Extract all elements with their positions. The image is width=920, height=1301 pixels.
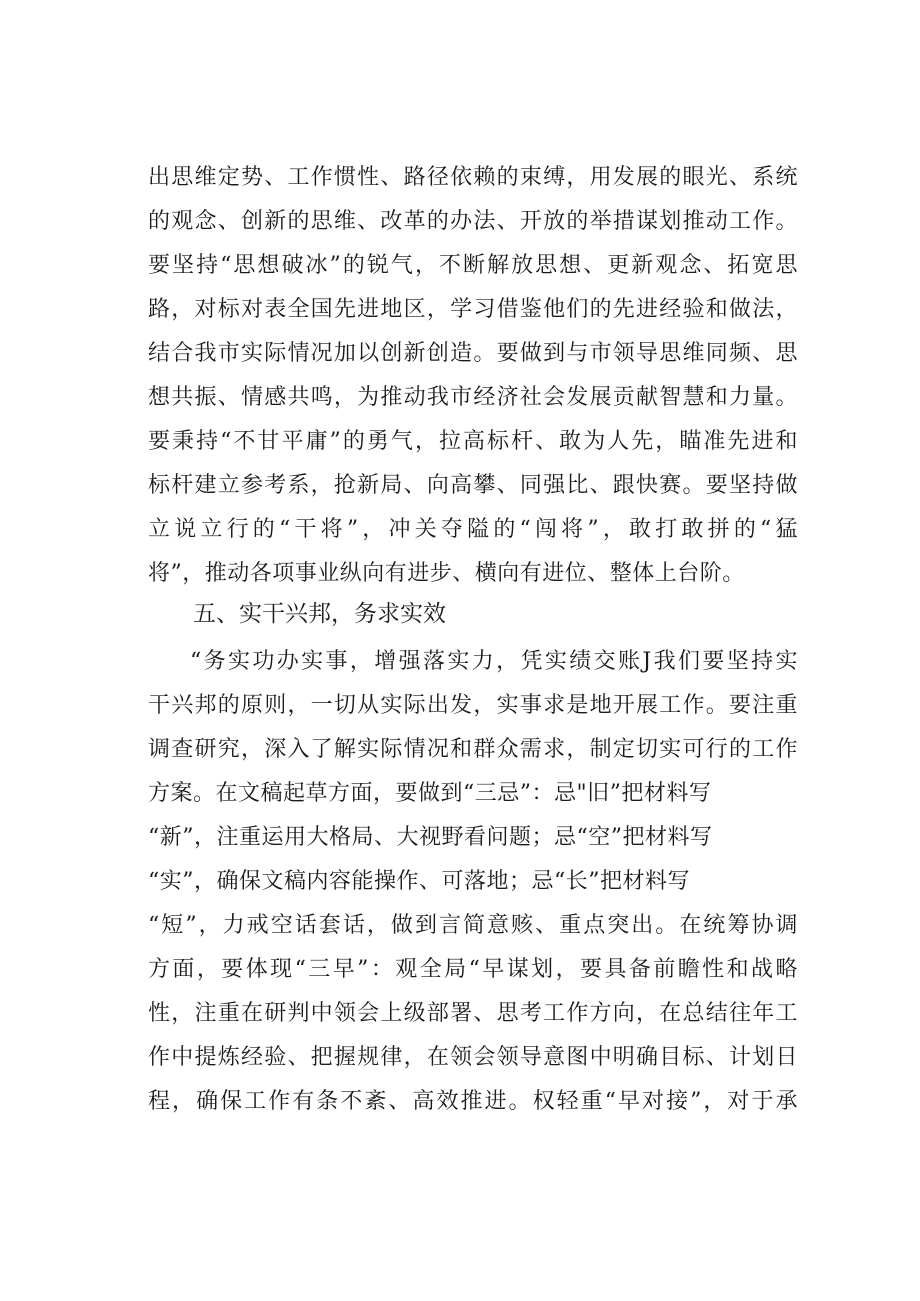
body-text-line: 方案。在文稿起草方面，要做到“三忌”：忌"旧”把材料写: [148, 781, 712, 806]
body-text-line: “新”，注重运用大格局、大视野看问题；忌“空”把材料写: [148, 825, 713, 850]
body-text-line: 出思维定势、工作惯性、路径依赖的束缚，用发展的眼光、系统: [148, 165, 798, 190]
body-text-line: 干兴邦的原则，一切从实际出发，实事求是地开展工作。要注重: [148, 693, 798, 718]
body-text-line: “短”，力戒空话套话，做到言简意赅、重点突出。在统筹协调: [148, 913, 798, 938]
body-text-line: 要秉持“不甘平庸”的勇气，拉高标杆、敢为人先，瞄准先进和: [148, 429, 798, 454]
body-text-line: 作中提炼经验、把握规律，在领会领导意图中明确目标、计划日: [148, 1045, 798, 1070]
body-text-line: 要坚持“思想破冰”的锐气，不断解放思想、更新观念、拓宽思: [148, 253, 798, 278]
body-text-line: 结合我市实际情况加以创新创造。要做到与市领导思维同频、思: [148, 341, 798, 366]
body-text-line: 方面，要体现“三早”：观全局“早谋划，要具备前瞻性和战略: [148, 957, 798, 982]
body-text-line: 标杆建立参考系，抢新局、向高攀、同强比、跟快赛。要坚持做: [148, 473, 798, 498]
body-text-line: 调查研究，深入了解实际情况和群众需求，制定切实可行的工作: [148, 737, 798, 762]
body-text-line: 路，对标对表全国先进地区，学习借鉴他们的先进经验和做法，: [148, 297, 798, 322]
body-text-line: 程，确保工作有条不紊、高效推进。权轻重“早对接”，对于承: [148, 1089, 798, 1114]
body-text-line: 的观念、创新的思维、改革的办法、开放的举措谋划推动工作。: [148, 209, 798, 234]
body-text-line: 立说立行的“干将”，冲关夺隘的“闯将”，敢打敢拼的“猛: [148, 517, 798, 542]
body-text-line: 性，注重在研判中领会上级部署、思考工作方向，在总结往年工: [148, 1001, 798, 1026]
body-text-line: 将”，推动各项事业纵向有进步、横向有进位、整体上台阶。: [148, 561, 745, 586]
section-heading: 五、实干兴邦，务求实效: [193, 601, 446, 627]
body-text-line: “实”，确保文稿内容能操作、可落地；忌“长”把材料写: [148, 869, 690, 894]
body-text-line: “务实功办实事，增强落实力，凭实绩交账J我们要坚持实: [190, 649, 798, 674]
body-text-line: 想共振、情感共鸣，为推动我市经济社会发展贡献智慧和力量。: [148, 385, 798, 410]
